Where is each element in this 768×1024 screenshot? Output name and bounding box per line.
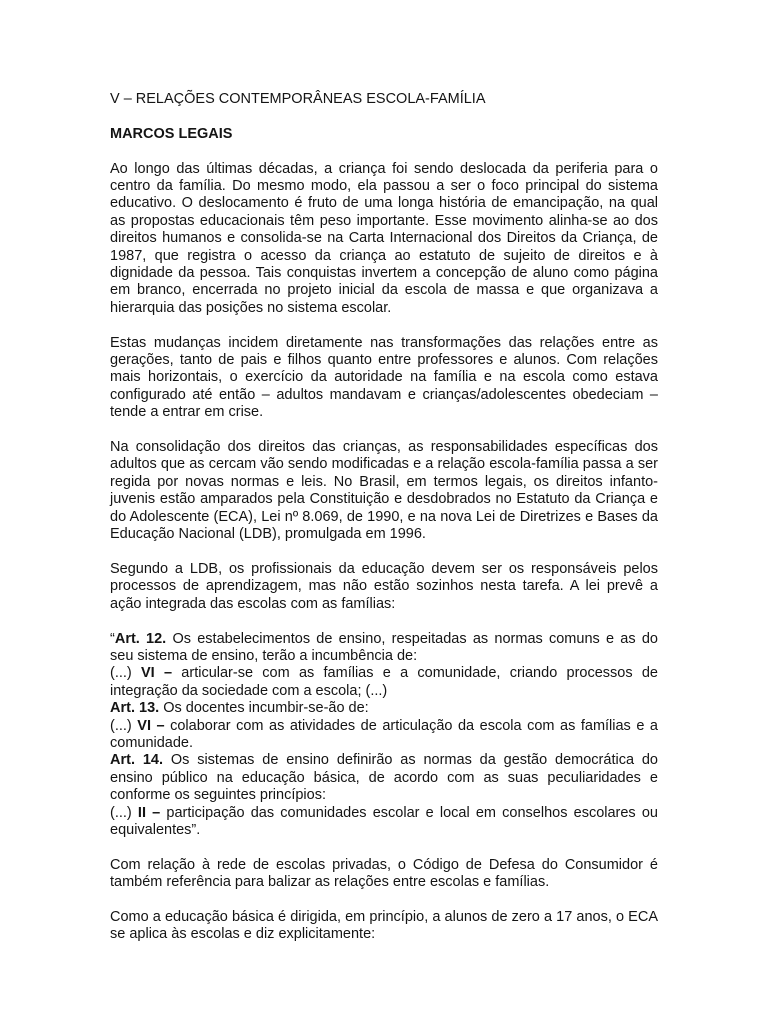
article-12-label: Art. 12. <box>114 630 167 647</box>
article-13-label: Art. 13. <box>110 700 160 717</box>
article-12-item: (...) VI – articular-se com as famílias e a comunidade, criando processos de integração da sociedade com a escola; (...) <box>110 665 658 699</box>
article-14-item: (...) II – participação das comunidades escolar e local em conselhos escolares ou equivalentes”. <box>110 804 658 838</box>
paragraph: Como a educação básica é dirigida, em princípio, a alunos de zero a 17 anos, o ECA se aplica às escolas e diz explicitamente: <box>110 908 658 943</box>
paragraph: Segundo a LDB, os profissionais da educação devem ser os responsáveis pelos processos de aprendizagem, mas não estão sozinhos nesta tarefa. A lei prevê a ação integrada das escolas com as famílias: <box>110 560 658 612</box>
section-title: MARCOS LEGAIS <box>110 125 233 142</box>
article-14: Art. 14. Os sistemas de ensino definirão as normas da gestão democrática do ensino público na educação básica, de acordo com as suas peculiaridades e conforme os seguintes princípios: <box>110 752 658 804</box>
chapter-title: V – RELAÇÕES CONTEMPORÂNEAS ESCOLA-FAMÍLIA <box>110 91 486 107</box>
document-body <box>110 91 658 961</box>
paragraph: Na consolidação dos direitos das crianças, as responsabilidades específicas dos adultos que as cercam vão sendo modificadas e a relação escola-família passa a ser regida por novas normas e leis. No Brasil, em termos legais, os direitos infanto-juvenis estão amparados pela Constituição e desdobrados no Estatuto da Criança e do Adolescente (ECA), Lei nº 8.069, de 1990, e na nova Lei de Diretrizes e Bases da Educação Nacional (LDB), promulgada em 1996. <box>110 439 658 543</box>
article-12: “Art. 12. Os estabelecimentos de ensino, respeitadas as normas comuns e as do seu sistema de ensino, terão a incumbência de: <box>110 630 658 664</box>
paragraph: Estas mudanças incidem diretamente nas transformações das relações entre as gerações, tanto de pais e filhos quanto entre professores e alunos. Com relações mais horizontais, o exercício da autoridade na família e na escola como estava configurado até então – adultos mandavam e crianças/adolescentes obedeciam – tende a entrar em crise. <box>110 334 658 421</box>
article-14-item-label: II – <box>137 804 161 821</box>
article-14-label: Art. 14. <box>110 752 163 769</box>
paragraph: Ao longo das últimas décadas, a criança foi sendo deslocada da periferia para o centro da família. Do mesmo modo, ela passou a ser o foco principal do sistema educativo. O deslocamento é fruto de uma longa história de emancipação, na qual as propostas educacionais têm peso importante. Esse movimento alinha-se ao dos direitos humanos e consolida-se na Carta Internacional dos Direitos da Criança, de 1987, que registra o acesso da criança ao estatuto de sujeito de direitos e à dignidade da pessoa. Tais conquistas invertem a concepção de aluno como página em branco, encerrada no projeto inicial da escola de massa e que organizava a hierarquia das posições no sistema escolar. <box>110 160 658 316</box>
article-13: Art. 13. Os docentes incumbir-se-ão de: <box>110 700 369 717</box>
legal-quote <box>110 631 658 840</box>
article-13-item: (...) VI – colaborar com as atividades de articulação da escola com as famílias e a comunidade. <box>110 717 658 751</box>
article-12-item-label: VI – <box>141 665 173 682</box>
article-13-item-label: VI – <box>137 717 165 734</box>
paragraph: Com relação à rede de escolas privadas, o Código de Defesa do Consumidor é também referência para balizar as relações entre escolas e famílias. <box>110 856 658 891</box>
